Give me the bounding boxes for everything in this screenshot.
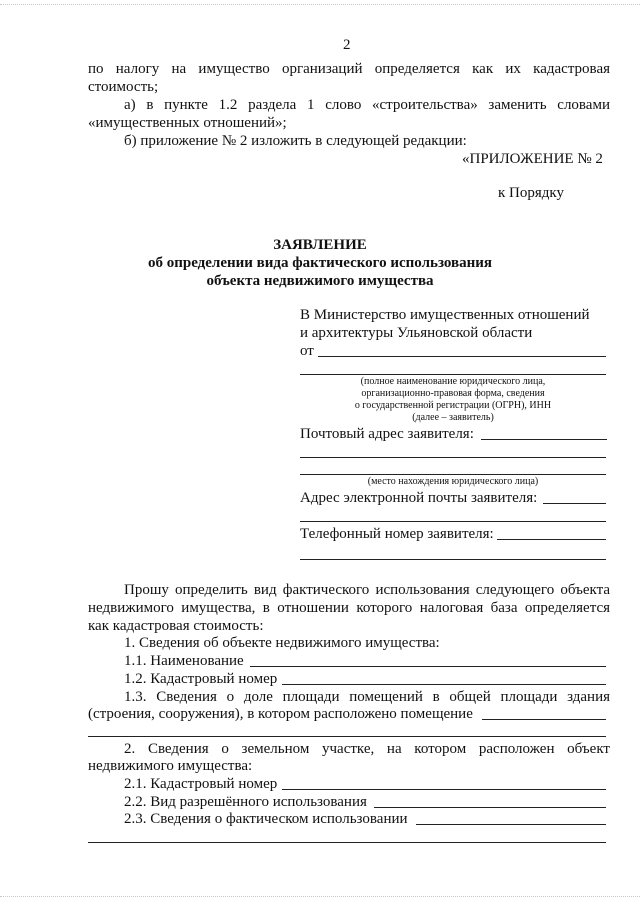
field-1-1-label: 1.1. Наименование — [124, 653, 244, 669]
email-line-1[interactable] — [543, 503, 606, 504]
phone-label: Телефонный номер заявителя: — [300, 526, 494, 542]
from-hint-2: организационно-правовая форма, сведения — [361, 388, 545, 399]
postal-hint: (место нахождения юридического лица) — [367, 476, 539, 487]
field-2-3-line[interactable] — [416, 824, 606, 825]
recipient-line-2: и архитектуры Ульяновской области — [300, 325, 533, 341]
field-1-1-line[interactable] — [250, 666, 606, 667]
request-line-1: Прошу определить вид фактического использования следующего объекта — [124, 582, 610, 598]
from-label: от — [300, 343, 314, 359]
section-1-heading: 1. Сведения об объекте недвижимого имущества: — [124, 635, 440, 651]
field-1-3-line[interactable] — [482, 719, 606, 720]
from-hint-4: (далее – заявитель) — [412, 412, 494, 423]
section-2-line-2: недвижимого имущества: — [88, 758, 253, 774]
field-1-3-line-1: 1.3. Сведения о доле площади помещений в общей площади здания — [124, 689, 610, 705]
scan-edge-top — [0, 4, 640, 5]
postal-line-2[interactable] — [300, 457, 606, 458]
postal-line-1[interactable] — [481, 439, 607, 440]
field-1-2-line[interactable] — [282, 684, 606, 685]
field-2-3-line-extra[interactable] — [88, 842, 606, 843]
from-line[interactable] — [318, 356, 606, 357]
phone-line-1[interactable] — [497, 539, 606, 540]
item-b-line: б) приложение № 2 изложить в следующей редакции: — [124, 133, 467, 149]
field-2-3-label: 2.3. Сведения о фактическом использовании — [124, 811, 408, 827]
appendix-subtitle: к Порядку — [498, 185, 564, 201]
from-hint-3: о государственной регистрации (ОГРН), ИНН — [354, 400, 552, 411]
intro-line-1: по налогу на имущество организаций определяется как их кадастровая — [88, 61, 610, 77]
field-1-2-label: 1.2. Кадастровый номер — [124, 671, 278, 687]
form-subtitle-2: объекта недвижимого имущества — [206, 273, 434, 289]
field-1-3-line-extra[interactable] — [88, 736, 606, 737]
form-subtitle-1: об определении вида фактического использования — [147, 255, 493, 271]
postal-line-3[interactable] — [300, 474, 606, 475]
from-line-2[interactable] — [300, 374, 606, 375]
section-2-line-1: 2. Сведения о земельном участке, на котором расположен объект — [124, 741, 610, 757]
item-a-line-1: а) в пункте 1.2 раздела 1 слово «строительства» заменить словами — [124, 97, 610, 113]
field-2-2-line[interactable] — [374, 807, 606, 808]
form-title: ЗАЯВЛЕНИЕ — [273, 237, 367, 253]
field-1-3-line-2: (строения, сооружения), в котором расположено помещение — [88, 706, 473, 722]
recipient-line-1: В Министерство имущественных отношений — [300, 307, 590, 323]
phone-line-2[interactable] — [300, 559, 606, 560]
postal-label: Почтовый адрес заявителя: — [300, 426, 474, 442]
field-2-2-label: 2.2. Вид разрешённого использования — [124, 794, 367, 810]
request-line-3: как кадастровая стоимость: — [88, 618, 264, 634]
email-line-2[interactable] — [300, 521, 606, 522]
from-hint-1: (полное наименование юридического лица, — [360, 376, 546, 387]
request-line-2: недвижимого имущества, в отношении которого налоговая база определяется — [88, 600, 610, 616]
appendix-title: «ПРИЛОЖЕНИЕ № 2 — [462, 151, 603, 167]
item-a-line-2: «имущественных отношений»; — [88, 115, 287, 131]
field-2-1-label: 2.1. Кадастровый номер — [124, 776, 278, 792]
intro-line-2: стоимость; — [88, 79, 159, 95]
email-label: Адрес электронной почты заявителя: — [300, 490, 538, 506]
field-2-1-line[interactable] — [282, 789, 606, 790]
scan-edge-bottom — [0, 896, 640, 897]
page-number: 2 — [343, 37, 351, 53]
